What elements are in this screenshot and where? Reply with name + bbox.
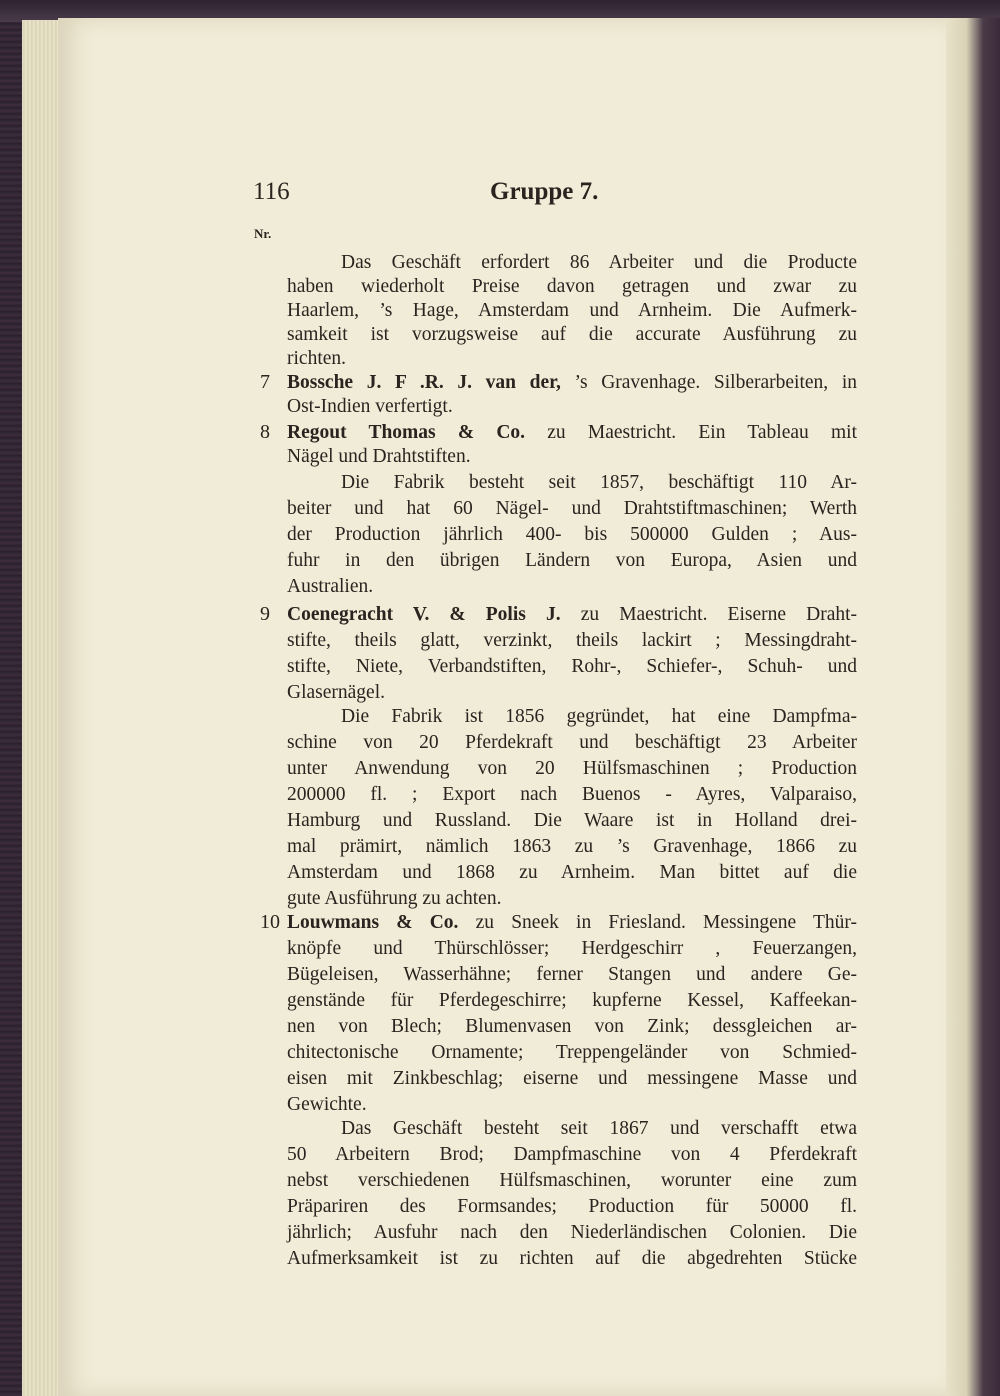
text-line: Hamburg und Russland. Die Waare ist in Holland drei- xyxy=(287,810,857,831)
text-line: richten. xyxy=(287,348,347,369)
text-line: samkeit ist vorzugsweise auf die accurate Ausführung zu xyxy=(287,324,857,345)
text-line: Bügeleisen, Wasserhähne; ferner Stangen und andere Ge- xyxy=(287,964,857,985)
text-line: genstände für Pferdegeschirre; kupferne Kessel, Kaffeekan- xyxy=(287,990,857,1011)
text-line: haben wiederholt Preise davon getragen und zwar zu xyxy=(287,276,857,297)
text-line: Amsterdam und 1868 zu Arnheim. Man bittet auf die xyxy=(287,862,857,883)
text-line: unter Anwendung von 20 Hülfsmaschinen ; Production xyxy=(287,758,857,779)
text-line: nen von Blech; Blumenvasen von Zink; dessgleichen ar- xyxy=(287,1016,857,1037)
book-page xyxy=(58,18,946,1396)
text-line: stifte, theils glatt, verzinkt, theils lackirt ; Messingdraht- xyxy=(287,630,857,651)
text-line: Haarlem, ’s Hage, Amsterdam und Arnheim. Die Aufmerk- xyxy=(287,300,857,321)
entry-number: 7 xyxy=(260,371,270,393)
text-line: gute Ausführung zu achten. xyxy=(287,888,502,909)
text-line: Die Fabrik besteht seit 1857, beschäftigt 110 Ar- xyxy=(341,472,857,493)
text-line: Australien. xyxy=(287,576,374,597)
entry-number: 9 xyxy=(260,603,270,625)
entry-number: 10 xyxy=(260,911,280,933)
page-content xyxy=(58,18,946,1396)
page-number: 116 xyxy=(253,178,290,205)
page-title: Gruppe 7. xyxy=(490,178,599,205)
page-stack xyxy=(22,20,62,1396)
entry-name: Louwmans & Co. xyxy=(287,912,459,933)
text-line: mal prämirt, nämlich 1863 zu ’s Gravenhage, 1866 zu xyxy=(287,836,857,857)
right-page-edge xyxy=(944,18,1000,1396)
entry-text: ’s Gravenhage. Silberarbeiten, in xyxy=(574,372,857,393)
text-line: Gewichte. xyxy=(287,1094,367,1115)
text-line: schine von 20 Pferdekraft und beschäftigt 23 Arbeiter xyxy=(287,732,857,753)
text-line: fuhr in den übrigen Ländern von Europa, Asien und xyxy=(287,550,857,571)
text-line: chitectonische Ornamente; Treppengeländer von Schmied- xyxy=(287,1042,857,1063)
text-line: Glasernägel. xyxy=(287,682,385,703)
entry-number: 8 xyxy=(260,421,270,443)
entry-first-line xyxy=(287,911,857,935)
text-line: Die Fabrik ist 1856 gegründet, hat eine Dampfma- xyxy=(341,706,857,727)
nr-label: Nr. xyxy=(254,226,272,241)
text-line: Ost-Indien verfertigt. xyxy=(287,396,453,417)
text-line: eisen mit Zinkbeschlag; eiserne und messingene Masse und xyxy=(287,1068,857,1089)
entry-text: zu Sneek in Friesland. Messingene Thür- xyxy=(475,912,858,933)
text-line: stifte, Niete, Verbandstiften, Rohr-, Schiefer-, Schuh- und xyxy=(287,656,857,677)
entry-first-line xyxy=(287,371,857,395)
text-line: 200000 fl. ; Export nach Buenos - Ayres, Valparaiso, xyxy=(287,784,857,805)
text-line: nebst verschiedenen Hülfsmaschinen, worunter eine zum xyxy=(287,1170,857,1191)
entry-text: zu Maestricht. Eiserne Draht- xyxy=(580,604,858,625)
entry-first-line xyxy=(287,421,857,445)
text-line: knöpfe und Thürschlösser; Herdgeschirr , Feuerzangen, xyxy=(287,938,857,959)
entry-text: zu Maestricht. Ein Tableau mit xyxy=(547,422,858,443)
text-line: der Production jährlich 400- bis 500000 Gulden ; Aus- xyxy=(287,524,857,545)
entry-first-line xyxy=(287,603,857,627)
text-line: Das Geschäft besteht seit 1867 und verschafft etwa xyxy=(341,1118,857,1139)
text-line: beiter und hat 60 Nägel- und Drahtstiftmaschinen; Werth xyxy=(287,498,857,519)
text-line: Präpariren des Formsandes; Production für 50000 fl. xyxy=(287,1196,857,1217)
text-line: Nägel und Drahtstiften. xyxy=(287,446,471,467)
text-line: 50 Arbeitern Brod; Dampfmaschine von 4 Pferdekraft xyxy=(287,1144,857,1165)
text-line: jährlich; Ausfuhr nach den Niederländischen Colonien. Die xyxy=(287,1222,857,1243)
entry-name: Regout Thomas & Co. xyxy=(287,422,526,443)
text-line: Das Geschäft erfordert 86 Arbeiter und die Producte xyxy=(341,252,857,273)
text-line: Aufmerksamkeit ist zu richten auf die abgedrehten Stücke xyxy=(287,1248,857,1269)
entry-name: Coenegracht V. & Polis J. xyxy=(287,604,561,625)
entry-name: Bossche J. F .R. J. van der, xyxy=(287,372,561,393)
